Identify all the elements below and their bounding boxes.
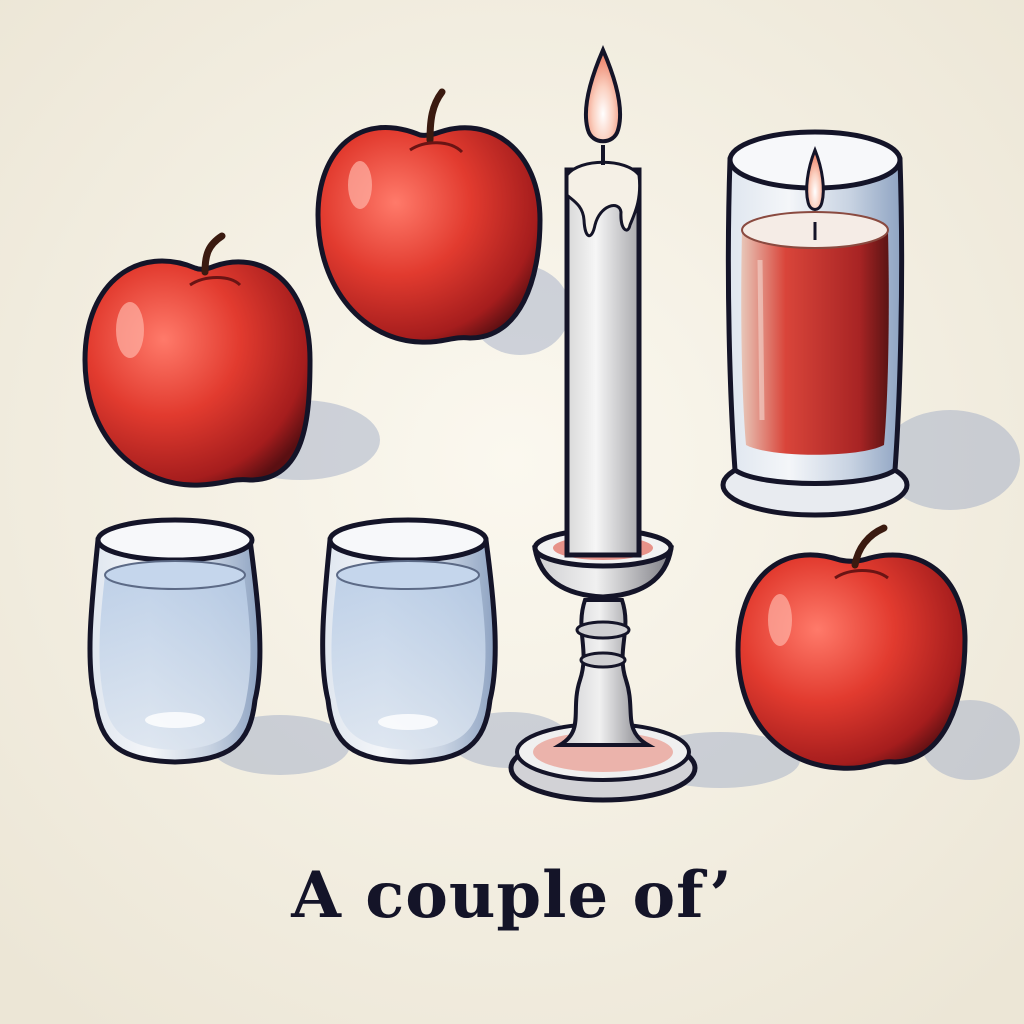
apple-right <box>738 528 965 768</box>
water-glass-icon <box>90 520 260 762</box>
caption-text: A couple of’ <box>291 858 733 933</box>
apple-icon <box>738 528 965 768</box>
water-glass-left <box>90 520 260 762</box>
apple-icon <box>85 236 310 485</box>
apple-left <box>85 236 310 485</box>
water-glass-icon <box>323 520 496 762</box>
water-glass-center <box>323 520 496 762</box>
jar-candle-icon <box>723 132 907 515</box>
jar-candle <box>723 132 907 515</box>
